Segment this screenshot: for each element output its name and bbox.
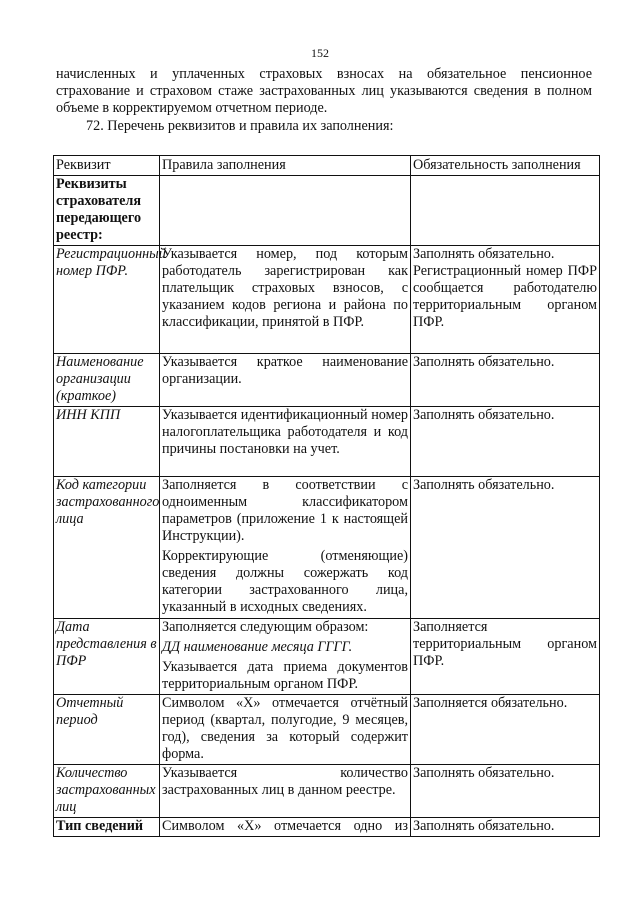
field-name: ИНН КПП (54, 407, 160, 477)
field-name: Код категории застрахованного лица (54, 477, 160, 619)
rule-paragraph: Корректирующие (отменяющие) сведения должны сожержать код категории застрахованного лица, указанный в исходных сведениях. (162, 548, 408, 615)
table-row (54, 477, 600, 619)
field-name: Отчетный период (54, 695, 160, 765)
table-row (54, 765, 600, 818)
table-row (54, 407, 600, 477)
requirement-paragraph: Заполняется обязательно. (413, 695, 568, 711)
rule-paragraph: Указывается краткое наименование организации. (162, 354, 408, 387)
field-rules (160, 619, 411, 695)
field-name: Наименование организации (краткое) (54, 354, 160, 407)
rule-paragraph: Указывается идентификационный номер налогоплательщика работодателя и код причины постановки на учет. (162, 407, 408, 457)
field-name: Регистрационный номер ПФР. (54, 246, 160, 354)
rule-paragraph: Символом «Х» отмечается одно из (162, 818, 408, 834)
field-name: Тип сведений (54, 818, 160, 837)
field-requirement (411, 765, 600, 818)
field-requirement (411, 354, 600, 407)
field-rules (160, 765, 411, 818)
requirement-paragraph: Заполнять обязательно. (413, 477, 555, 493)
field-rules (160, 354, 411, 407)
table-row (54, 695, 600, 765)
header-requirement: Обязательность заполнения (411, 156, 600, 176)
field-name: Дата представления в ПФР (54, 619, 160, 695)
field-rules (160, 246, 411, 354)
rule-paragraph: Указывается количество застрахованных лиц в данном реестре. (162, 765, 408, 798)
field-rules (160, 407, 411, 477)
section-title: Реквизиты страхователя передающего реестр: (54, 176, 160, 246)
table-row (54, 619, 600, 695)
table-row (54, 818, 600, 837)
field-requirement (411, 695, 600, 765)
field-rules (160, 818, 411, 837)
table-header-row (54, 156, 600, 176)
list-heading: 72. Перечень реквизитов и правила их заполнения: (86, 118, 394, 134)
requirement-paragraph: Регистрационный номер ПФР сообщается работодателю территориальным органом ПФР. (413, 263, 597, 330)
requirement-paragraph: Заполнять обязательно. (413, 407, 555, 423)
rule-paragraph: Указывается дата приема документов территориальным органом ПФР. (162, 659, 408, 692)
requirement-paragraph: Заполнять обязательно. (413, 354, 555, 370)
page-number: 152 (311, 46, 329, 60)
field-rules (160, 477, 411, 619)
table-row (54, 354, 600, 407)
rule-paragraph: ДД наименование месяца ГГГГ. (162, 639, 353, 655)
rule-paragraph: Заполняется в соответствии с одноименным классификатором параметров (приложение 1 к настоящей Инструкции). (162, 477, 408, 544)
requirement-paragraph: Заполнять обязательно. (413, 818, 555, 834)
requirement-paragraph: Заполнять обязательно. (413, 765, 555, 781)
table-row (54, 246, 600, 354)
field-requirement (411, 477, 600, 619)
field-name: Количество застрахованных лиц (54, 765, 160, 818)
rule-paragraph: Символом «Х» отмечается отчётный период (квартал, полугодие, 9 месяцев, год), сведения за который содержит форма. (162, 695, 408, 762)
section-empty-rules (160, 176, 411, 246)
rule-paragraph: Указывается номер, под которым работодатель зарегистрирован как плательщик страховых взносов, с указанием кодов региона и района по классификации, принятой в ПФР. (162, 246, 408, 330)
rule-paragraph: Заполняется следующим образом: (162, 619, 369, 635)
field-requirement (411, 619, 600, 695)
section-row (54, 176, 600, 246)
header-rules: Правила заполнения (160, 156, 411, 176)
intro-text (56, 66, 592, 135)
field-rules (160, 695, 411, 765)
header-field: Реквизит (54, 156, 160, 176)
field-requirement (411, 818, 600, 837)
requirement-paragraph: Заполнять обязательно. (413, 246, 555, 262)
field-requirement (411, 246, 600, 354)
intro-paragraph: начисленных и уплаченных страховых взносах на обязательное пенсионное страхование и страховом стаже застрахованных лиц указываются сведения в полном объеме в корректируемом отчетном периоде. (56, 66, 592, 116)
section-empty-requirement (411, 176, 600, 246)
requisites-table (53, 155, 600, 837)
field-requirement (411, 407, 600, 477)
requirement-paragraph: Заполняется территориальным органом ПФР. (413, 619, 597, 669)
